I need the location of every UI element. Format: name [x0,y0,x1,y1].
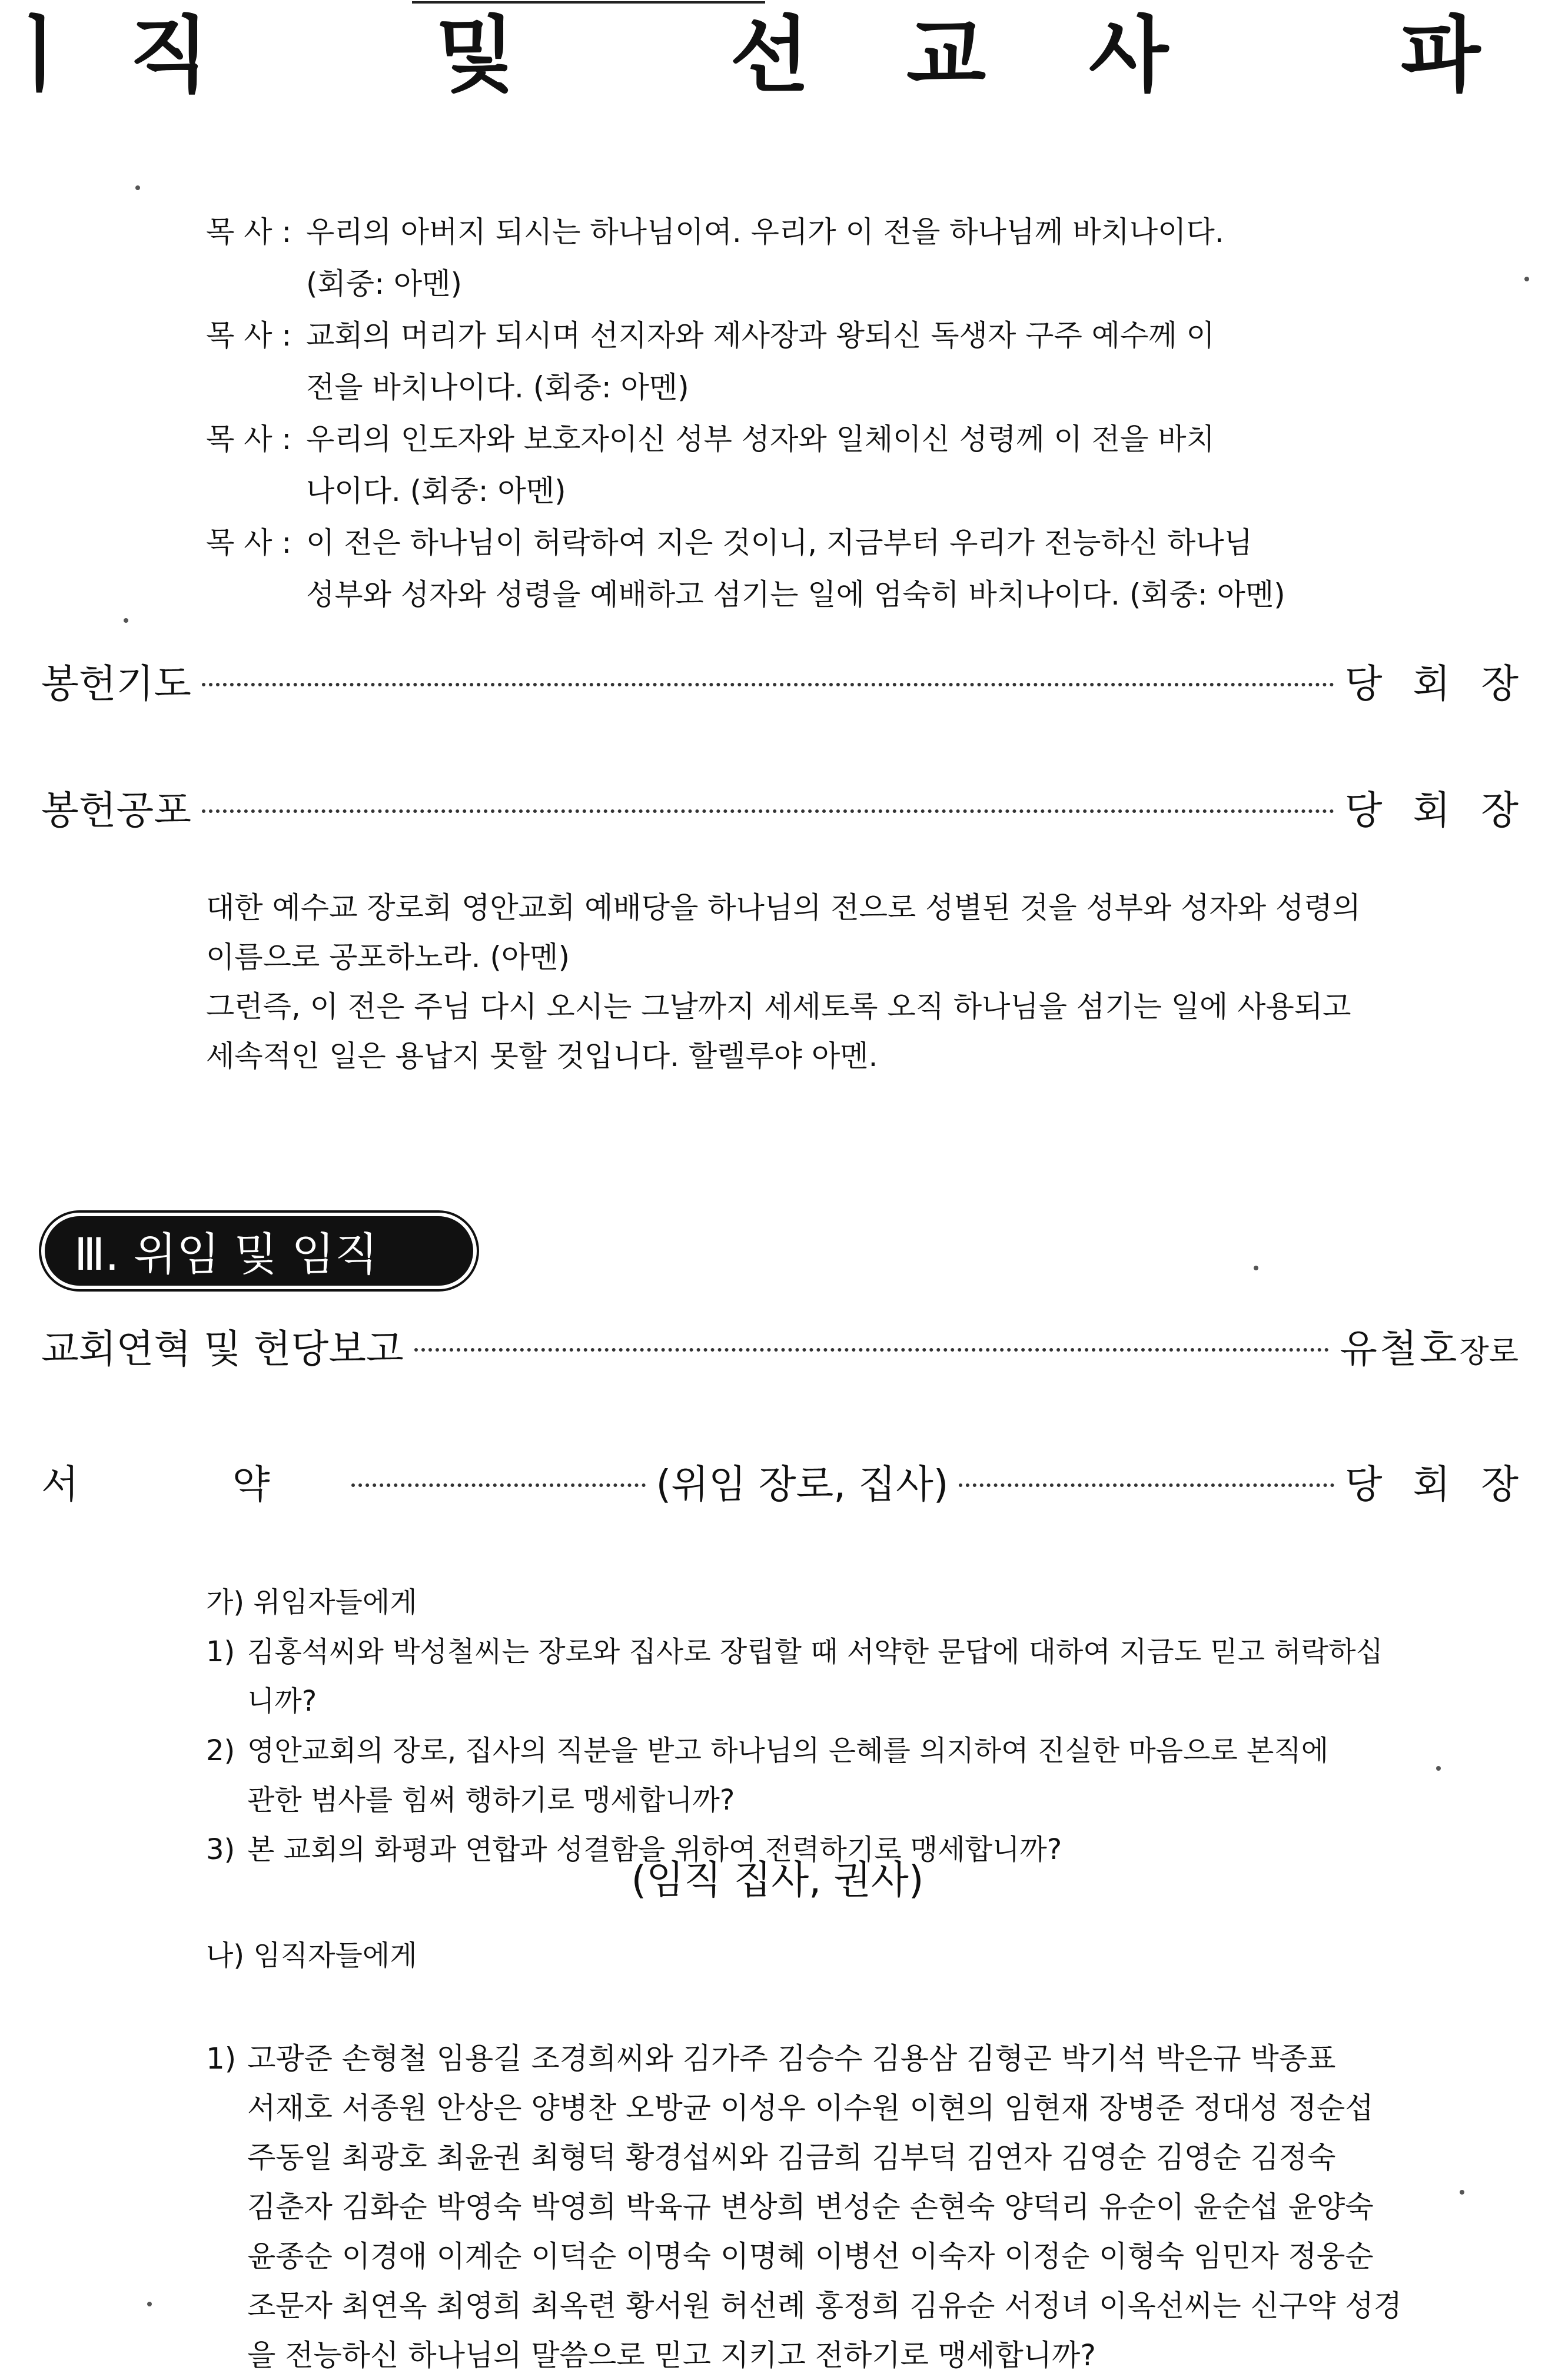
top-rule [412,1,765,4]
proclamation-text [206,883,1383,1081]
proclamation-line: 세속적인 일은 용납지 못할 것입니다. 할렐루야 아멘. [206,1039,878,1073]
scan-speck [1524,277,1529,281]
banner-char: 사 [1089,8,1169,104]
person-name: 유철호 [1340,1326,1460,1372]
speaker-label: 목 사 : [206,215,292,249]
item-line: 영안교회의 장로, 집사의 직분을 받고 하나님의 은혜를 의지하여 진실한 마음으로 본직에 [247,1734,1329,1767]
dot-leader [414,1348,1329,1352]
item-number: 1) [206,1635,235,1668]
names-line: 을 전능하신 하나님의 말씀으로 믿고 지키고 전하기로 맹세합니까? [247,2338,1096,2372]
names-line: 주동일 최광호 최윤권 최형덕 황경섭씨와 김금희 김부덕 김연자 김영순 김영순 김정숙 [247,2140,1336,2175]
order-person [1340,1317,1519,1373]
names-line: 조문자 최연옥 최영희 최옥련 황서원 허선례 홍정희 김유순 서정녀 이옥선씨는 신구약 성경 [247,2289,1402,2323]
order-person: 당회장 [1344,660,1549,706]
dot-leader [202,683,1334,686]
order-item-report [41,1316,1519,1375]
scan-speck [124,618,128,623]
proclamation-line: 그런즉, 이 전은 주님 다시 오시는 그날까지 세세토록 오직 하나님을 섬기는 일에 사용되고 [206,990,1351,1024]
litany-line: 우리의 인도자와 보호자이신 성부 성자와 일체이신 성령께 이 전을 바치 [306,422,1215,456]
scan-speck [135,185,140,190]
section-heading: Ⅲ. 위임 및 임직 [41,1213,477,1289]
names-line: 윤종순 이경애 이계순 이덕순 이명숙 이명혜 이병선 이숙자 이정순 이형숙 임민자 정웅순 [247,2239,1374,2273]
names-body [206,2034,1402,2380]
banner-char: 교 [906,8,986,104]
item-line: 본 교회의 화평과 연합과 성결함을 위하여 전력하기로 맹세합니까? [247,1833,1062,1866]
pledge-heading: 가) 위임자들에게 [206,1586,417,1619]
item-number: 1) [206,2042,237,2076]
banner-char: 직 [129,8,210,104]
person-title: 장로 [1459,1334,1519,1370]
order-item-proclaim [41,777,1549,836]
speaker-label: 목 사 : [206,318,292,353]
proclamation-line: 대한 예수교 장로회 영안교회 예배당을 하나님의 전으로 성별된 것을 성부와 성자와 성령의 [206,891,1361,925]
consecration-litany [206,206,1383,620]
litany-row [206,413,1383,517]
scan-speck [147,2302,152,2306]
order-item-prayer [41,650,1549,709]
litany-line: 교회의 머리가 되시며 선지자와 제사장과 왕되신 독생자 구주 예수께 이 [306,318,1215,353]
names-line: 고광준 손형철 임용길 조경희씨와 김가주 김승수 김용삼 김형곤 박기석 박은규 박종표 [247,2042,1336,2076]
names-line: 서재호 서종원 안상은 양병찬 오방균 이성우 이수원 이현의 임현재 장병준 정대성 정순섭 [247,2091,1374,2125]
order-middle: (위임 장로, 집사) [656,1461,949,1507]
scan-speck [1254,1266,1258,1270]
litany-line: (회중: 아멘) [306,267,462,301]
ordained-names [206,2034,1402,2380]
pledge-installed [206,1578,1383,1874]
litany-line: 나이다. (회중: 아멘) [306,474,566,508]
order-label: 교회연혁 및 헌당보고 [41,1326,404,1372]
dot-leader [202,809,1334,813]
litany-row [206,517,1383,620]
item-number: 2) [206,1734,235,1767]
order-label: 서 약 [41,1461,341,1507]
scan-speck [1436,1766,1441,1771]
banner-char: ㅣ [0,8,80,104]
pledge-heading: 나) 임직자들에게 [206,1939,417,1972]
litany-line: 이 전은 하나님이 허락하여 지은 것이니, 지금부터 우리가 전능하신 하나님 [306,526,1252,560]
item-number: 3) [206,1833,235,1866]
dot-leader [351,1483,646,1487]
pledge-ordained-heading [206,1931,1383,1980]
banner-char: 파 [1401,8,1481,104]
order-label: 봉헌공포 [41,787,192,833]
dot-leader [959,1483,1334,1487]
litany-line: 우리의 아버지 되시는 하나님이여. 우리가 이 전을 하나님께 바치나이다. [306,215,1224,249]
pledge-item [206,1627,1383,1726]
speaker-label: 목 사 : [206,526,292,560]
order-item-vow [41,1451,1549,1510]
item-line: 관한 범사를 힘써 행하기로 맹세합니까? [247,1784,735,1817]
banner-char: 및 [436,8,516,104]
order-person: 당회장 [1344,787,1549,833]
litany-row [206,310,1383,413]
speaker-label: 목 사 : [206,422,292,456]
pledge-item [206,1726,1383,1825]
proclamation-line: 이름으로 공포하노라. (아멘) [206,940,570,974]
banner-title [0,8,1555,104]
order-person: 당회장 [1344,1461,1549,1507]
litany-row [206,206,1383,310]
ordination-heading: (임직 집사, 권사) [631,1857,924,1903]
order-label: 봉헌기도 [41,660,192,706]
scan-speck [1460,2190,1464,2195]
banner-char: 선 [730,8,810,104]
item-line: 김홍석씨와 박성철씨는 장로와 집사로 장립할 때 서약한 문답에 대하여 지금도 믿고 허락하십니까? [247,1635,1383,1718]
litany-line: 전을 바치나이다. (회중: 아멘) [306,370,689,404]
litany-line: 성부와 성자와 성령을 예배하고 섬기는 일에 엄숙히 바치나이다. (회중: 아멘) [306,577,1285,612]
names-line: 김춘자 김화순 박영숙 박영희 박육규 변상희 변성순 손현숙 양덕리 유순이 윤순섭 윤양숙 [247,2190,1374,2224]
